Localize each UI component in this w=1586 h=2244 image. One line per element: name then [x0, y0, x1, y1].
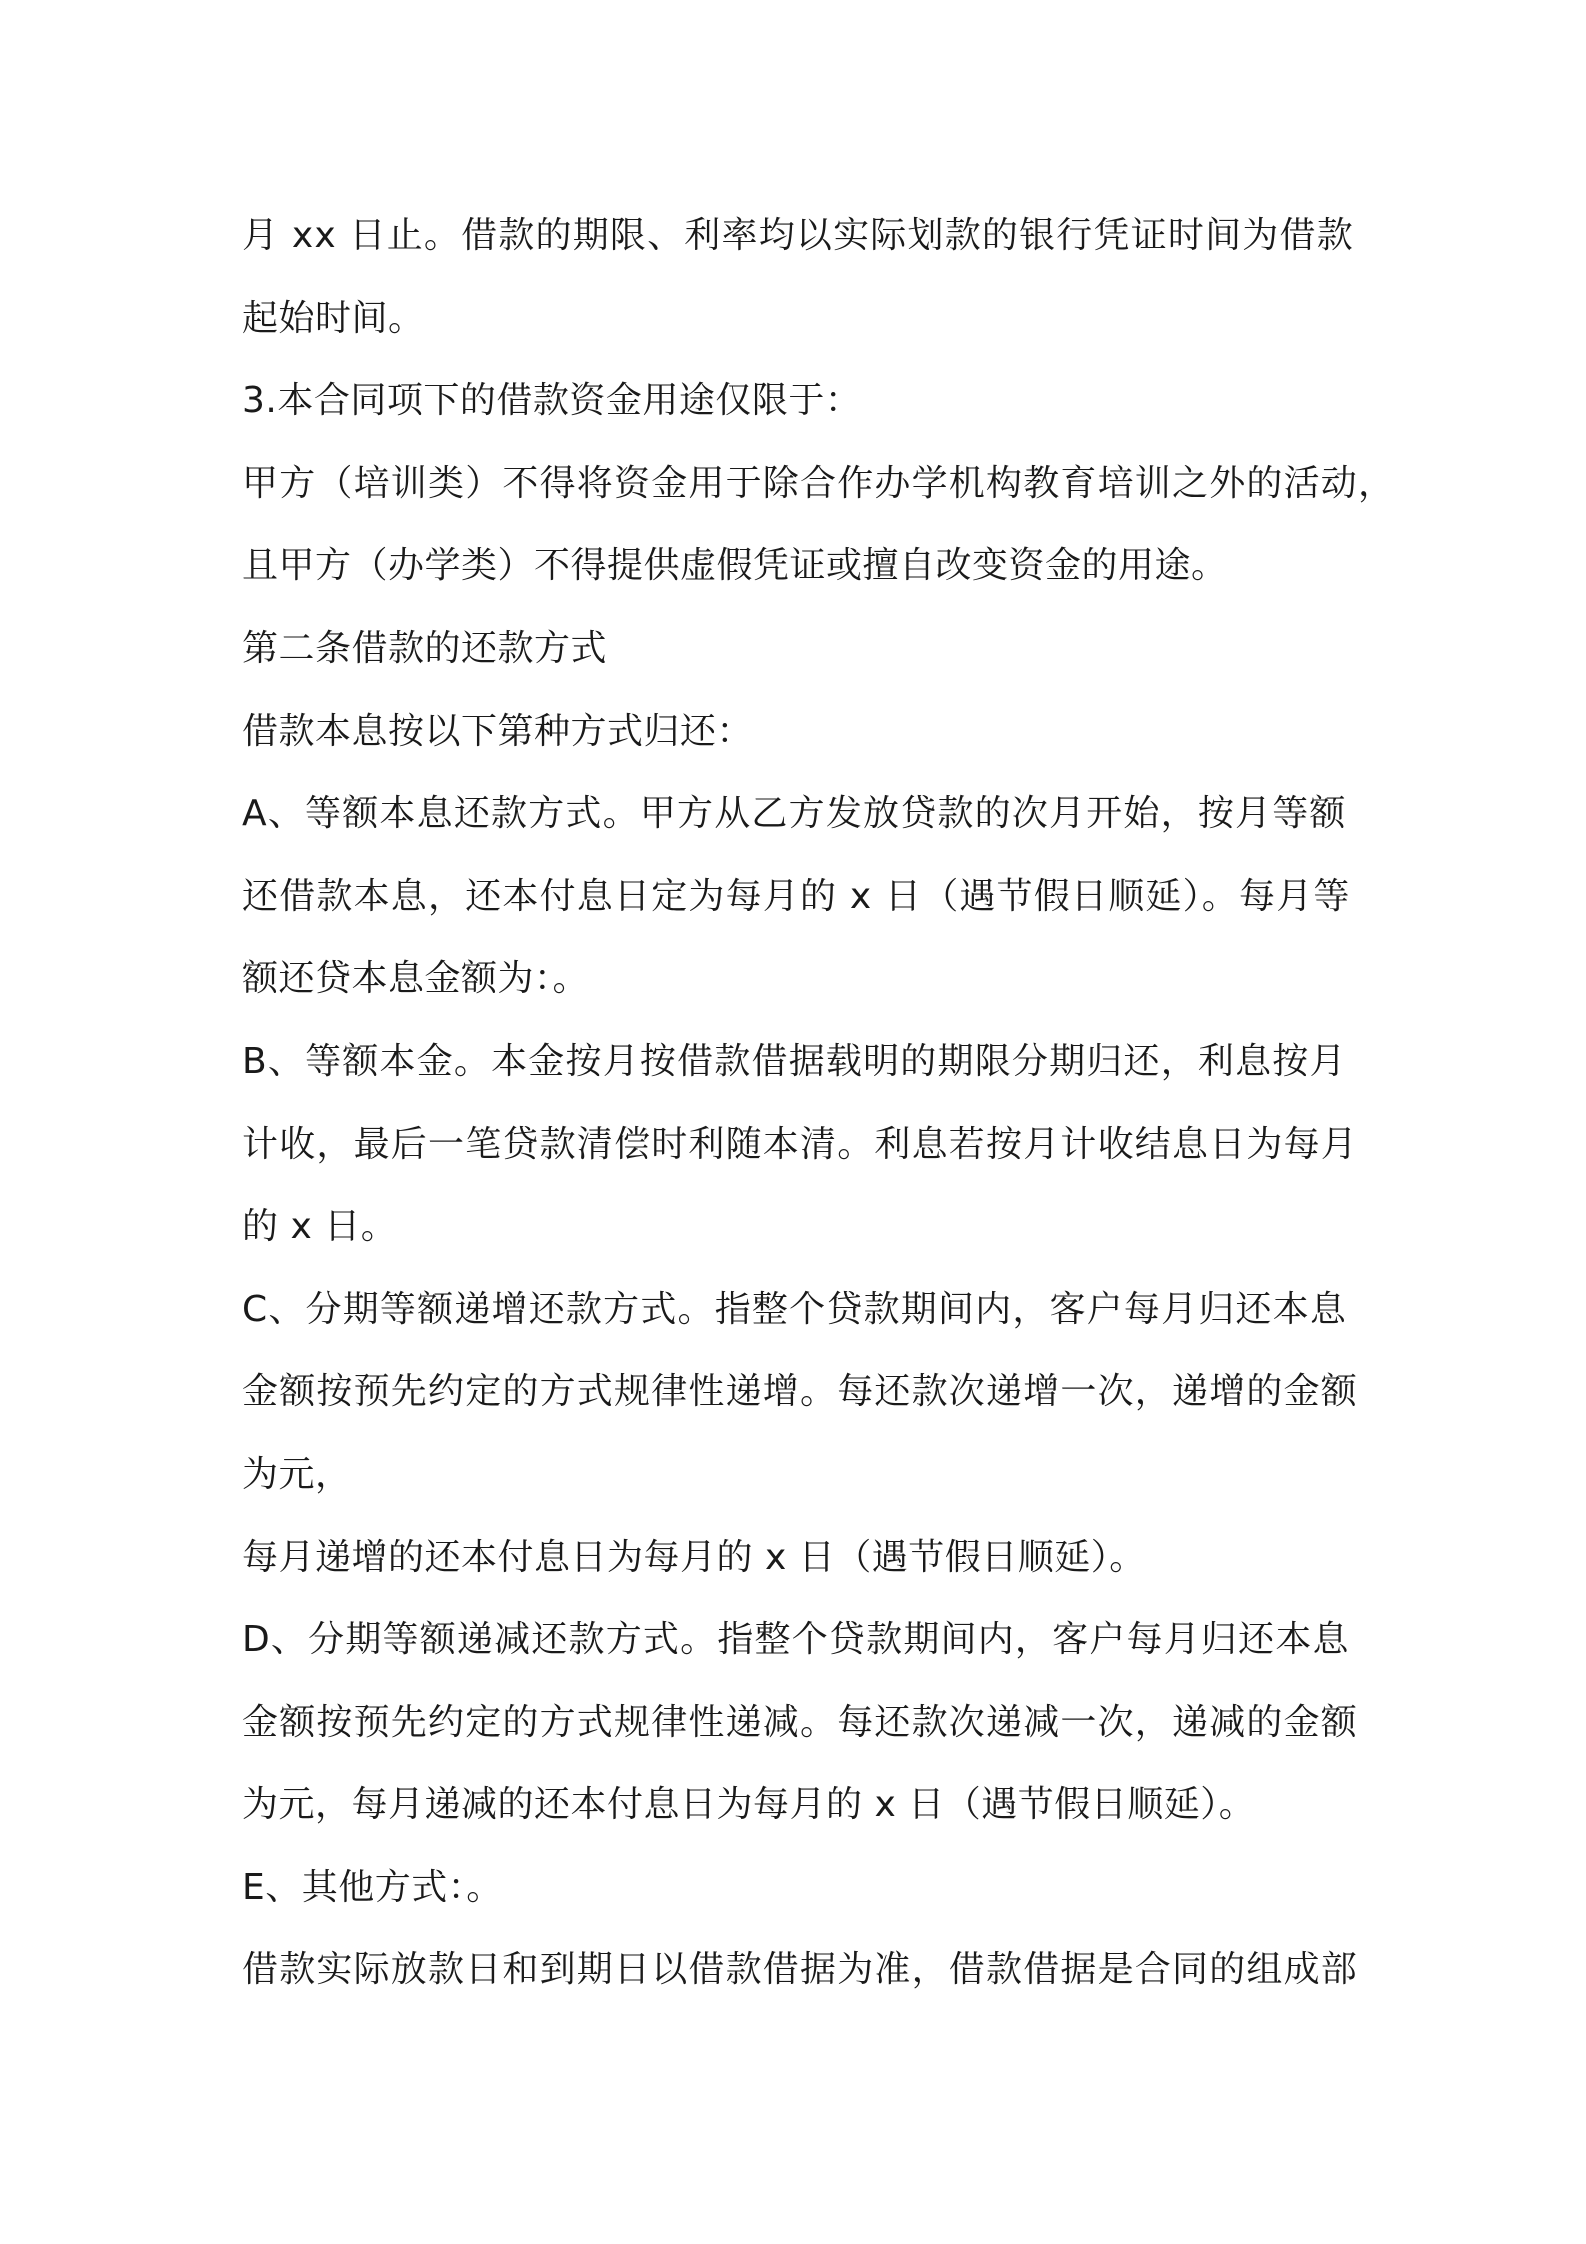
text-line: 3.本合同项下的借款资金用途仅限于： [242, 380, 862, 422]
section-heading: 第二条借款的还款方式 [242, 627, 608, 669]
text-line: D、分期等额递减还款方式。指整个贷款期间内，客户每月归还本息 [242, 1619, 1350, 1661]
text-line: 的 x 日。 [242, 1206, 398, 1248]
text-line: C、分期等额递增还款方式。指整个贷款期间内，客户每月归还本息 [242, 1288, 1348, 1330]
text-line: E、其他方式：。 [242, 1866, 503, 1908]
text-line: 月 xx 日止。借款的期限、利率均以实际划款的银行凭证时间为借款 [242, 215, 1354, 256]
document-body [242, 195, 1396, 2012]
text-line: B、等额本金。本金按月按借款借据载明的期限分期归还，利息按月 [242, 1040, 1347, 1082]
text-line: A、等额本息还款方式。甲方从乙方发放贷款的次月开始，按月等额 [242, 793, 1347, 835]
text-line: 为元， [242, 1453, 352, 1495]
text-line: 为元，每月递减的还本付息日为每月的 x 日（遇节假日顺延）。 [242, 1784, 1256, 1826]
text-line: 金额按预先约定的方式规律性递增。每还款次递增一次，递增的金额 [242, 1371, 1359, 1413]
text-line: 还借款本息，还本付息日定为每月的 x 日（遇节假日顺延）。每月等 [242, 875, 1351, 917]
text-line: 借款实际放款日和到期日以借款借据为准，借款借据是合同的组成部 [242, 1949, 1359, 1991]
text-line: 每月递增的还本付息日为每月的 x 日（遇节假日顺延）。 [242, 1536, 1146, 1578]
text-line: 借款本息按以下第种方式归还： [242, 710, 754, 752]
text-line: 起始时间。 [242, 297, 425, 339]
text-line: 计收，最后一笔贷款清偿时利随本清。利息若按月计收结息日为每月 [242, 1123, 1359, 1165]
text-line: 额还贷本息金额为：。 [242, 958, 590, 1000]
text-line: 且甲方（办学类）不得提供虚假凭证或擅自改变资金的用途。 [242, 545, 1228, 587]
text-line: 金额按预先约定的方式规律性递减。每还款次递减一次，递减的金额 [242, 1701, 1359, 1743]
text-line: 甲方（培训类）不得将资金用于除合作办学机构教育培训之外的活动， [242, 462, 1396, 504]
